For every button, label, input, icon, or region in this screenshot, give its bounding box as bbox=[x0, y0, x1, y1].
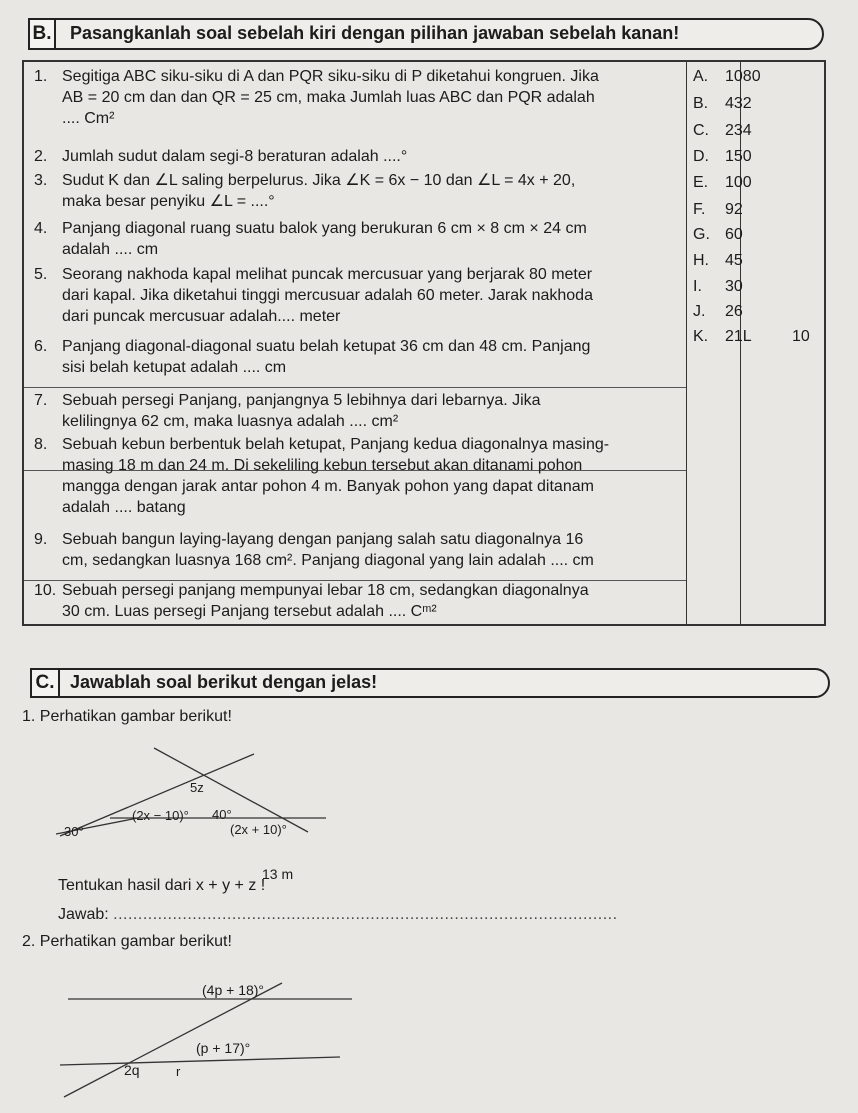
side-note: 10 bbox=[792, 328, 810, 345]
section-c-banner bbox=[30, 668, 830, 698]
question-number: 4. bbox=[34, 220, 48, 237]
question-number: 5. bbox=[34, 266, 48, 283]
question-line: Segitiga ABC siku-siku di A dan PQR siku-siku di P diketahui kongruen. Jika bbox=[62, 68, 599, 85]
label-2x-minus-10: (2x − 10)° bbox=[132, 808, 189, 823]
option-k bbox=[693, 328, 752, 346]
option-letter: J. bbox=[693, 303, 706, 320]
matching-table bbox=[22, 60, 826, 626]
option-value: 26 bbox=[725, 303, 743, 320]
question-number: 3. bbox=[34, 172, 48, 189]
question-line: dari puncak mercusuar adalah.... meter bbox=[62, 308, 341, 325]
option-letter: I. bbox=[693, 278, 702, 295]
option-letter: B. bbox=[693, 95, 709, 112]
label-5z: 5z bbox=[190, 780, 204, 795]
option-letter: D. bbox=[693, 148, 709, 165]
question-line: AB = 20 cm dan dan QR = 25 cm, maka Jumlah luas ABC dan PQR adalah bbox=[62, 89, 595, 106]
option-letter: K. bbox=[693, 328, 709, 345]
question-c1-prompt: 1. Perhatikan gambar berikut! bbox=[22, 708, 232, 725]
question-7 bbox=[34, 390, 541, 432]
question-line: adalah .... batang bbox=[62, 499, 186, 516]
option-g bbox=[693, 226, 743, 244]
question-line: Panjang diagonal-diagonal suatu belah ketupat 36 cm dan 48 cm. Panjang bbox=[62, 338, 591, 355]
question-10 bbox=[34, 580, 589, 622]
label-p-plus-17: (p + 17)° bbox=[196, 1040, 251, 1056]
section-b-letter: B. bbox=[28, 18, 56, 50]
section-b-title: Pasangkanlah soal sebelah kiri dengan pilihan jawaban sebelah kanan! bbox=[70, 23, 680, 43]
question-line: Panjang diagonal ruang suatu balok yang berukuran 6 cm × 8 cm × 24 cm bbox=[62, 220, 587, 237]
option-value: 432 bbox=[725, 95, 752, 112]
option-c bbox=[693, 122, 752, 140]
option-value: 234 bbox=[725, 122, 752, 139]
question-line: 30 cm. Luas persegi Panjang tersebut adalah .... Cᵐ² bbox=[62, 603, 437, 620]
option-a bbox=[693, 68, 761, 86]
question-line: Sebuah kebun berbentuk belah ketupat, Panjang kedua diagonalnya masing- bbox=[62, 436, 610, 453]
question-number: 7. bbox=[34, 392, 48, 409]
question-3 bbox=[34, 170, 575, 212]
question-1 bbox=[34, 66, 599, 129]
question-number: 1. bbox=[34, 68, 48, 85]
label-30: 30° bbox=[64, 824, 84, 839]
question-line: masing 18 m dan 24 m. Di sekeliling kebun tersebut akan ditanami pohon bbox=[62, 457, 583, 474]
question-line: cm, sedangkan luasnya 168 cm². Panjang diagonal yang lain adalah .... cm bbox=[62, 552, 594, 569]
question-8 bbox=[34, 434, 609, 518]
question-line: Sebuah bangun laying-layang dengan panjang salah satu diagonalnya 16 bbox=[62, 531, 584, 548]
parallel-line-bottom bbox=[60, 1057, 340, 1065]
option-value: 21L bbox=[725, 328, 752, 345]
question-line: dari kapal. Jika diketahui tinggi mercusuar adalah 60 meter. Jarak nakhoda bbox=[62, 287, 593, 304]
option-letter: E. bbox=[693, 174, 709, 191]
row-divider bbox=[24, 387, 686, 388]
option-j bbox=[693, 303, 743, 321]
question-4 bbox=[34, 218, 587, 260]
question-c1-task: Tentukan hasil dari x + y + z ! bbox=[58, 877, 266, 894]
transversal-line bbox=[60, 754, 254, 836]
question-5 bbox=[34, 264, 593, 327]
question-6 bbox=[34, 336, 590, 378]
table-divider bbox=[686, 62, 687, 624]
question-number: 2. bbox=[34, 148, 48, 165]
question-number: 6. bbox=[34, 338, 48, 355]
question-number: 8. bbox=[34, 436, 48, 453]
question-line: Seorang nakhoda kapal melihat puncak mercusuar yang berjarak 80 meter bbox=[62, 266, 593, 283]
question-9 bbox=[34, 529, 594, 571]
option-d bbox=[693, 148, 752, 166]
handwritten-note: 13 m bbox=[262, 866, 294, 882]
label-2x-plus-10: (2x + 10)° bbox=[230, 822, 287, 837]
question-line: mangga dengan jarak antar pohon 4 m. Banyak pohon yang dapat ditanam bbox=[62, 478, 594, 495]
section-b-banner bbox=[28, 18, 824, 50]
angle-diagram-1 bbox=[40, 740, 340, 850]
question-line: adalah .... cm bbox=[62, 241, 159, 258]
option-value: 100 bbox=[725, 174, 752, 191]
option-f bbox=[693, 201, 743, 219]
question-c2-prompt: 2. Perhatikan gambar berikut! bbox=[22, 933, 232, 950]
answer-label bbox=[58, 906, 618, 924]
answer-label-text: Jawab: bbox=[58, 906, 114, 923]
question-line: sisi belah ketupat adalah .... cm bbox=[62, 359, 287, 376]
question-2 bbox=[34, 146, 407, 167]
section-c-title: Jawablah soal berikut dengan jelas! bbox=[70, 672, 378, 692]
option-letter: F. bbox=[693, 201, 706, 218]
question-line: Sudut K dan ∠L saling berpelurus. Jika ∠K = 6x − 10 dan ∠L = 4x + 20, bbox=[62, 172, 576, 189]
section-c-letter: C. bbox=[30, 668, 60, 698]
option-letter: G. bbox=[693, 226, 710, 243]
option-value: 30 bbox=[725, 278, 743, 295]
option-letter: H. bbox=[693, 252, 709, 269]
option-letter: C. bbox=[693, 122, 709, 139]
question-line: Sebuah persegi panjang mempunyai lebar 18 cm, sedangkan diagonalnya bbox=[62, 582, 589, 599]
label-r: r bbox=[176, 1064, 181, 1079]
label-4p-plus-18: (4p + 18)° bbox=[202, 982, 265, 998]
question-line: kelilingnya 62 cm, maka luasnya adalah .... cm² bbox=[62, 413, 399, 430]
option-value: 1080 bbox=[725, 68, 761, 85]
option-value: 92 bbox=[725, 201, 743, 218]
label-2q: 2q bbox=[124, 1062, 140, 1078]
option-i bbox=[693, 278, 743, 296]
option-value: 60 bbox=[725, 226, 743, 243]
label-40: 40° bbox=[212, 807, 232, 822]
question-line: maka besar penyiku ∠L = ....° bbox=[62, 193, 275, 210]
question-line: Jumlah sudut dalam segi-8 beraturan adalah ....° bbox=[62, 148, 408, 165]
option-b bbox=[693, 95, 752, 113]
option-h bbox=[693, 252, 743, 270]
question-line: Sebuah persegi Panjang, panjangnya 5 lebihnya dari lebarnya. Jika bbox=[62, 392, 541, 409]
question-number: 9. bbox=[34, 531, 48, 548]
question-number: 10. bbox=[34, 582, 57, 599]
option-e bbox=[693, 174, 752, 192]
option-value: 150 bbox=[725, 148, 752, 165]
option-letter: A. bbox=[693, 68, 709, 85]
answer-dots[interactable]: ...................................................................................................... bbox=[113, 906, 618, 923]
option-value: 45 bbox=[725, 252, 743, 269]
question-line: .... Cm² bbox=[62, 110, 115, 127]
